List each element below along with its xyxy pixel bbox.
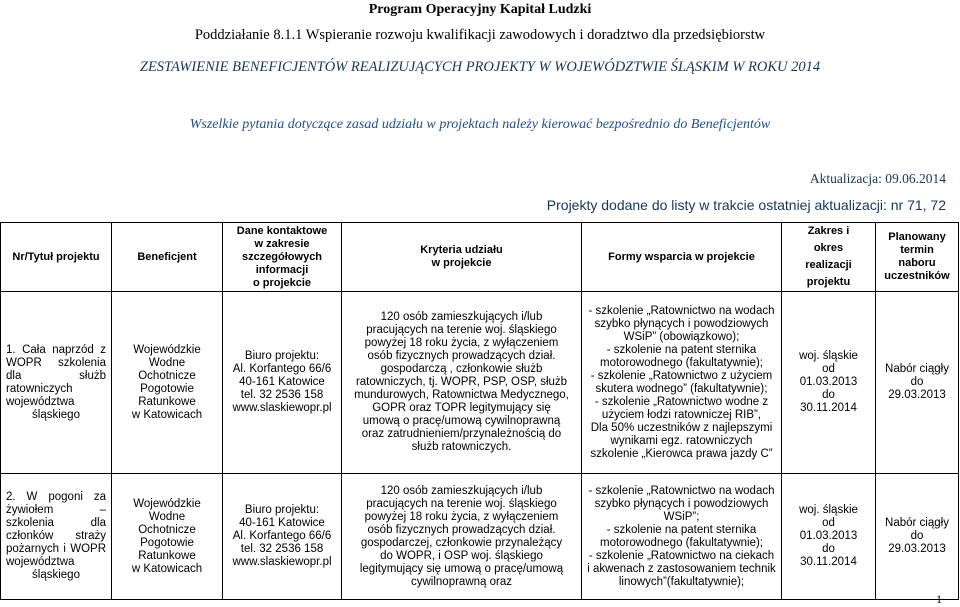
- added-projects-note: Projekty dodane do listy w trakcie ostatniej aktualizacji: nr 71, 72: [546, 197, 946, 213]
- project-name: 1. Cała naprzód z WOPR szkolenia dla służb ratowniczych województwa śląskiego: [1, 292, 112, 474]
- header-support-forms: Formy wsparcia w projekcie: [582, 223, 782, 292]
- table-row: [1, 292, 959, 474]
- support-forms: - szkolenie „Ratownictwo na wodach szybko płynących i powodziowych WSiP” (obowiązkowo); - szkolenie na patent sternika motorowodnego (fakultatywnie); - szkolenie „Ratownictwo z użyciem skutera wodnego” (fakultatywnie); - szkolenie „Ratownictwo wodne z użyciem łodzi ratowniczej RIB”, Dla 50% uczestników z najlepszymi wynikami egz. ratowniczych szkolenie „Kierowca prawa jazdy C”: [582, 292, 782, 474]
- header-contact: Dane kontaktowe w zakresie szczegółowych informacji o projekcie: [223, 223, 342, 292]
- participation-criteria: 120 osób zamieszkujących i/lub pracujących na terenie woj. śląskiego powyżej 18 roku życia, z wyłączeniem osób fizycznych prowadzących dział. gospodarczą , członkowie służb ratowniczych, tj. WOPR, PSP, OSP, służb mundurowych, Ratownictwa Medycznego, GOPR oraz TOPR legitymujący się umową o pracę/umową cywilnoprawną oraz zatrudnieniem/przynależnością do służb ratowniczych.: [342, 292, 582, 474]
- page-number: 1: [936, 592, 942, 606]
- contact-details: Biuro projektu: Al. Korfantego 66/6 40-161 Katowice tel. 32 2536 158 www.slaskiewopr.pl: [223, 292, 342, 474]
- project-scope: woj. śląskie od 01.03.2013 do 30.11.2014: [782, 474, 876, 600]
- beneficiary: Wojewódzkie Wodne Ochotnicze Pogotowie Ratunkowe w Katowicach: [112, 292, 223, 474]
- website-link[interactable]: www.slaskiewopr.pl: [232, 402, 332, 414]
- summary-title: ZESTAWIENIE BENEFICJENTÓW REALIZUJĄCYCH PROJEKTY W WOJEWÓDZTWIE ŚLĄSKIM W ROKU 2014: [139, 59, 821, 75]
- recruitment-term: Nabór ciągły do 29.03.2013: [876, 474, 959, 600]
- header-scope: Zakres i okres realizacji projektu: [782, 223, 876, 292]
- contact-details: Biuro projektu: 40-161 Katowice Al. Korfantego 66/6 tel. 32 2536 158 www.slaskiewopr.pl: [223, 474, 342, 600]
- table-row: [1, 474, 959, 600]
- beneficiary: Wojewódzkie Wodne Ochotnicze Pogotowie Ratunkowe w Katowicach: [112, 474, 223, 600]
- project-scope: woj. śląskie od 01.03.2013 do 30.11.2014: [782, 292, 876, 474]
- project-name: 2. W pogoni za żywiołem – szkolenia dla członków straży pożarnych i WOPR województwa śląskiego: [1, 474, 112, 600]
- participation-notice: Wszelkie pytania dotyczące zasad udziału w projektach należy kierować bezpośrednio do Beneficjentów: [189, 117, 771, 132]
- table-header-row: [1, 223, 959, 292]
- header-criteria: Kryteria udziału w projekcie: [342, 223, 582, 292]
- program-title: Program Operacyjny Kapitał Ludzki: [368, 2, 592, 17]
- support-forms: - szkolenie „Ratownictwo na wodach szybko płynących i powodziowych WSiP”; - szkolenie na patent sternika motorowodnego (fakultatywnie); - szkolenie „Ratownictwo na ciekach i akwenach z zastosowaniem technik linowych”(fakultatywnie);: [582, 474, 782, 600]
- header-project-name: Nr/Tytuł projektu: [1, 223, 112, 292]
- participation-criteria: 120 osób zamieszkujących i/lub pracujących na terenie woj. śląskiego powyżej 18 roku życia, z wyłączeniem osób fizycznych prowadzących dział. gospodarczej, członkowie przynależący do WOPR, i OSP woj. śląskiego legitymujący się umową o pracę/umową cywilnoprawną oraz: [342, 474, 582, 600]
- update-date: Aktualizacja: 09.06.2014: [809, 171, 946, 186]
- website-link[interactable]: www.slaskiewopr.pl: [232, 556, 332, 568]
- subaction-title: Poddziałanie 8.1.1 Wspieranie rozwoju kwalifikacji zawodowych i doradztwo dla przedsiębiorstw: [194, 27, 766, 43]
- header-recruitment: Planowany termin naboru uczestników: [876, 223, 959, 292]
- recruitment-term: Nabór ciągły do 29.03.2013: [876, 292, 959, 474]
- beneficiaries-table: [0, 222, 959, 600]
- header-beneficiary: Beneficjent: [112, 223, 223, 292]
